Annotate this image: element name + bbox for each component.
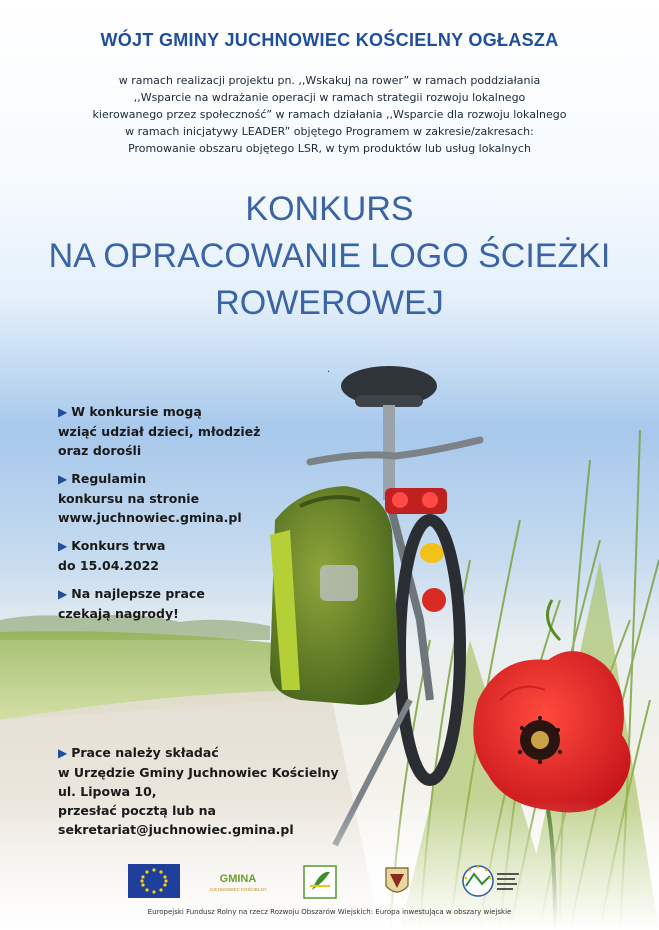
sponsor-logos — [0, 856, 659, 906]
intro-line: kierowanego przez społeczność” w ramach działania ,,Wsparcie dla rozwoju lokalnego — [92, 108, 567, 121]
gmina-logo — [209, 873, 267, 892]
bullet-text: Konkurs trwa — [71, 538, 166, 553]
gmina-logo-text: GMINA — [219, 873, 257, 885]
bullet-text: W konkursie mogą — [71, 404, 202, 419]
contest-title — [0, 186, 659, 327]
arrow-right-icon: ▶ — [58, 587, 68, 601]
intro-line: Promowanie obszaru objętego LSR, w tym produktów lub usług lokalnych — [128, 142, 531, 155]
contest-title-line: KONKURS — [245, 190, 414, 228]
email-link[interactable]: sekretariat@juchnowiec.gmina.pl — [58, 822, 294, 837]
gmina-logo-subtext: JUCHNOWIEC KOŚCIELNY — [209, 887, 267, 892]
bullet-text: czekają nagrody! — [58, 606, 179, 621]
bullet-text: Regulamin — [71, 471, 147, 486]
intro-line: w ramach realizacji projektu pn. ,,Wskakuj na rower” w ramach poddziałania — [118, 74, 541, 87]
submission-info — [58, 743, 339, 839]
arrow-right-icon: ▶ — [58, 746, 68, 760]
info-bullet — [58, 469, 260, 527]
deadline-text: do 15.04.2022 — [58, 558, 159, 573]
arrow-right-icon: ▶ — [58, 472, 68, 486]
bullet-text: Na najlepsze prace — [71, 586, 205, 601]
bullet-text: konkursu na stronie — [58, 491, 200, 506]
website-link[interactable]: www.juchnowiec.gmina.pl — [58, 510, 242, 525]
contact-text: przesłać pocztą lub na — [58, 803, 216, 818]
arrow-right-icon: ▶ — [58, 539, 68, 553]
contest-title-line: ROWEROWEJ — [215, 284, 444, 322]
contact-text: Prace należy składać — [71, 745, 219, 760]
coat-of-arms-logo — [386, 868, 408, 892]
decorative-dot: . — [327, 364, 331, 375]
contact-address: ul. Lipowa 10, — [58, 784, 157, 799]
info-bullet — [58, 536, 260, 575]
intro-line: ,,Wsparcie na wdrażanie operacji w ramach strategii rozwoju lokalnego — [133, 91, 526, 104]
bullet-text: wziąć udział dzieci, młodzież — [58, 424, 261, 439]
eu-flag-logo — [128, 864, 180, 898]
bullet-text: oraz dorośli — [58, 443, 142, 458]
contest-title-line: NA OPRACOWANIE LOGO ŚCIEŻKI — [48, 237, 611, 275]
info-bullet — [58, 402, 260, 460]
contact-text: w Urzędzie Gminy Juchnowiec Kościelny — [58, 765, 339, 780]
intro-line: w ramach inicjatywy LEADER” objętego Programem w zakresie/zakresach: — [125, 125, 534, 138]
project-description — [60, 72, 599, 157]
info-bullet — [58, 584, 260, 623]
leader-logo — [304, 866, 336, 898]
prow-logo — [463, 866, 519, 896]
arrow-right-icon: ▶ — [58, 405, 68, 419]
contest-info-list — [58, 402, 260, 632]
footer-text: Europejski Fundusz Rolny na rzecz Rozwoju Obszarów Wiejskich: Europa inwestująca w obszary wiejskie — [147, 908, 512, 916]
announcement-title: WÓJT GMINY JUCHNOWIEC KOŚCIELNY OGŁASZA — [100, 30, 559, 50]
